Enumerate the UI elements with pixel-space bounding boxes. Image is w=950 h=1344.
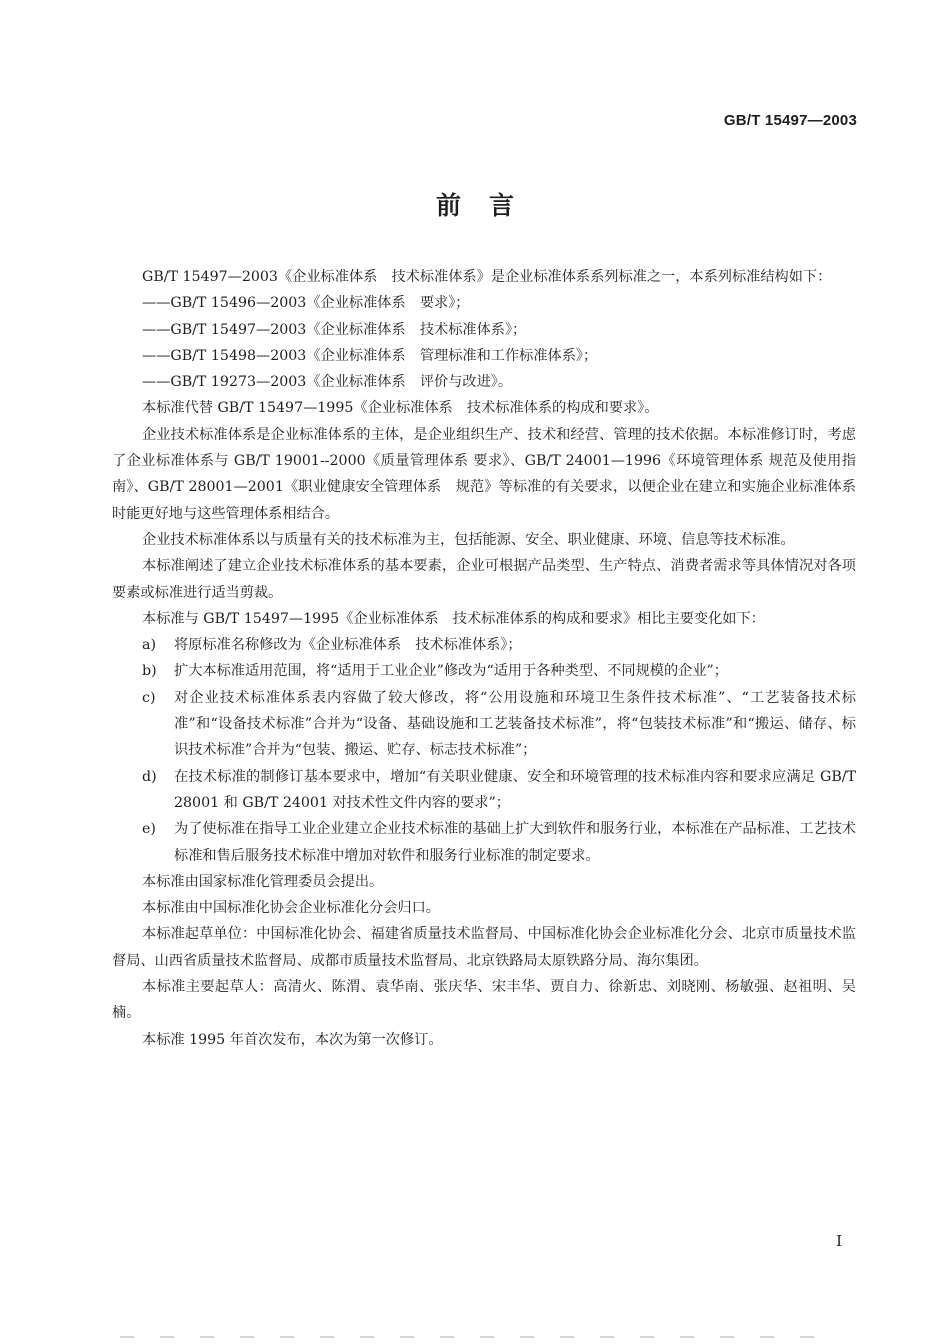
change-text: 扩大本标准适用范围，将“适用于工业企业”修改为“适用于各种类型、不同规模的企业”； bbox=[174, 663, 728, 680]
change-item bbox=[112, 816, 856, 869]
series-item: ——GB/T 15497—2003《企业标准体系 技术标准体系》； bbox=[142, 321, 527, 338]
paragraph-series-intro: GB/T 15497—2003《企业标准体系 技术标准体系》是企业标准体系系列标准之一，本系列标准结构如下： bbox=[142, 269, 832, 285]
change-text: 在技术标准的制修订基本要求中，增加“有关职业健康、安全和环境管理的技术标准内容和要求应满足 GB/T 28001 和 GB/T 24001 对技术性文件内容的要求”； bbox=[174, 768, 856, 811]
page-number: I bbox=[836, 1232, 842, 1250]
paragraph-elements: 本标准阐述了建立企业技术标准体系的基本要素，企业可根据产品类型、生产特点、消费者需求等具体情况对各项要素或标准进行适当剪裁。 bbox=[112, 558, 856, 601]
paragraph-scope: 企业技术标准体系以与质量有关的技术标准为主，包括能源、安全、职业健康、环境、信息等技术标准。 bbox=[142, 531, 795, 548]
change-text: 为了使标准在指导工业企业建立企业技术标准的基础上扩大到软件和服务行业，本标准在产品标准、工艺技术标准和售后服务技术标准中增加对软件和服务行业标准的制定要求。 bbox=[174, 821, 856, 864]
change-marker: a) bbox=[142, 637, 156, 654]
scan-artifact bbox=[120, 1336, 820, 1338]
series-item: ——GB/T 19273—2003《企业标准体系 评价与改进》。 bbox=[142, 374, 513, 391]
change-marker: b) bbox=[142, 663, 157, 680]
change-item bbox=[112, 685, 856, 764]
change-item bbox=[112, 658, 856, 684]
change-item bbox=[112, 632, 856, 658]
paragraph-system-body: 企业技术标准体系是企业标准体系的主体，是企业组织生产、技术和经营、管理的技术依据。本标准修订时，考虑了企业标准体系与 GB/T 19001--2000《质量管理体系 要求》、GB/T 24001—1996《环境管理体系 规范及使用指南》、GB/T 28001—2001《职业健康安全管理体系 规范》等标准的有关要求，以便企业在建立和实施企业标准体系时能更好地与这些管理体系相结合。 bbox=[112, 426, 856, 522]
paragraph-proposer: 本标准由国家标准化管理委员会提出。 bbox=[142, 873, 384, 890]
change-text: 对企业技术标准体系表内容做了较大修改，将“公用设施和环境卫生条件技术标准”、“工艺装备技术标准”和“设备技术标准”合并为“设备、基础设施和工艺装备技术标准”，将“包装技术标准”和“搬运、储存、标识技术标准”合并为“包装、搬运、贮存、标志技术标准”； bbox=[174, 689, 856, 759]
paragraph-changes-intro: 本标准与 GB/T 15497—1995《企业标准体系 技术标准体系的构成和要求》相比主要变化如下： bbox=[142, 610, 765, 627]
paragraph-administrator: 本标准由中国标准化协会企业标准化分会归口。 bbox=[142, 900, 440, 917]
change-marker: e) bbox=[142, 821, 156, 838]
change-item bbox=[112, 764, 856, 817]
standard-number: GB/T 15497—2003 bbox=[723, 112, 857, 129]
change-marker: d) bbox=[142, 768, 157, 785]
change-text: 将原标准名称修改为《企业标准体系 技术标准体系》； bbox=[174, 637, 522, 654]
change-marker: c) bbox=[142, 689, 156, 706]
foreword-body bbox=[112, 264, 856, 1053]
paragraph-replaces: 本标准代替 GB/T 15497—1995《企业标准体系 技术标准体系的构成和要求》。 bbox=[142, 400, 659, 417]
paragraph-drafting-units: 本标准起草单位：中国标准化协会、福建省质量技术监督局、中国标准化协会企业标准化分会、北京市质量技术监督局、山西省质量技术监督局、成都市质量技术监督局、北京铁路局太原铁路分局、海尔集团。 bbox=[112, 926, 856, 969]
paragraph-history: 本标准 1995 年首次发布，本次为第一次修订。 bbox=[142, 1031, 443, 1048]
page-title: 前言 bbox=[435, 191, 542, 220]
series-item: ——GB/T 15498—2003《企业标准体系 管理标准和工作标准体系》； bbox=[142, 347, 598, 364]
series-item: ——GB/T 15496—2003《企业标准体系 要求》； bbox=[142, 295, 470, 312]
paragraph-drafters: 本标准主要起草人：高清火、陈渭、袁华南、张庆华、宋丰华、贾自力、徐新忠、刘晓刚、杨敏强、赵祖明、吴楠。 bbox=[112, 979, 856, 1022]
